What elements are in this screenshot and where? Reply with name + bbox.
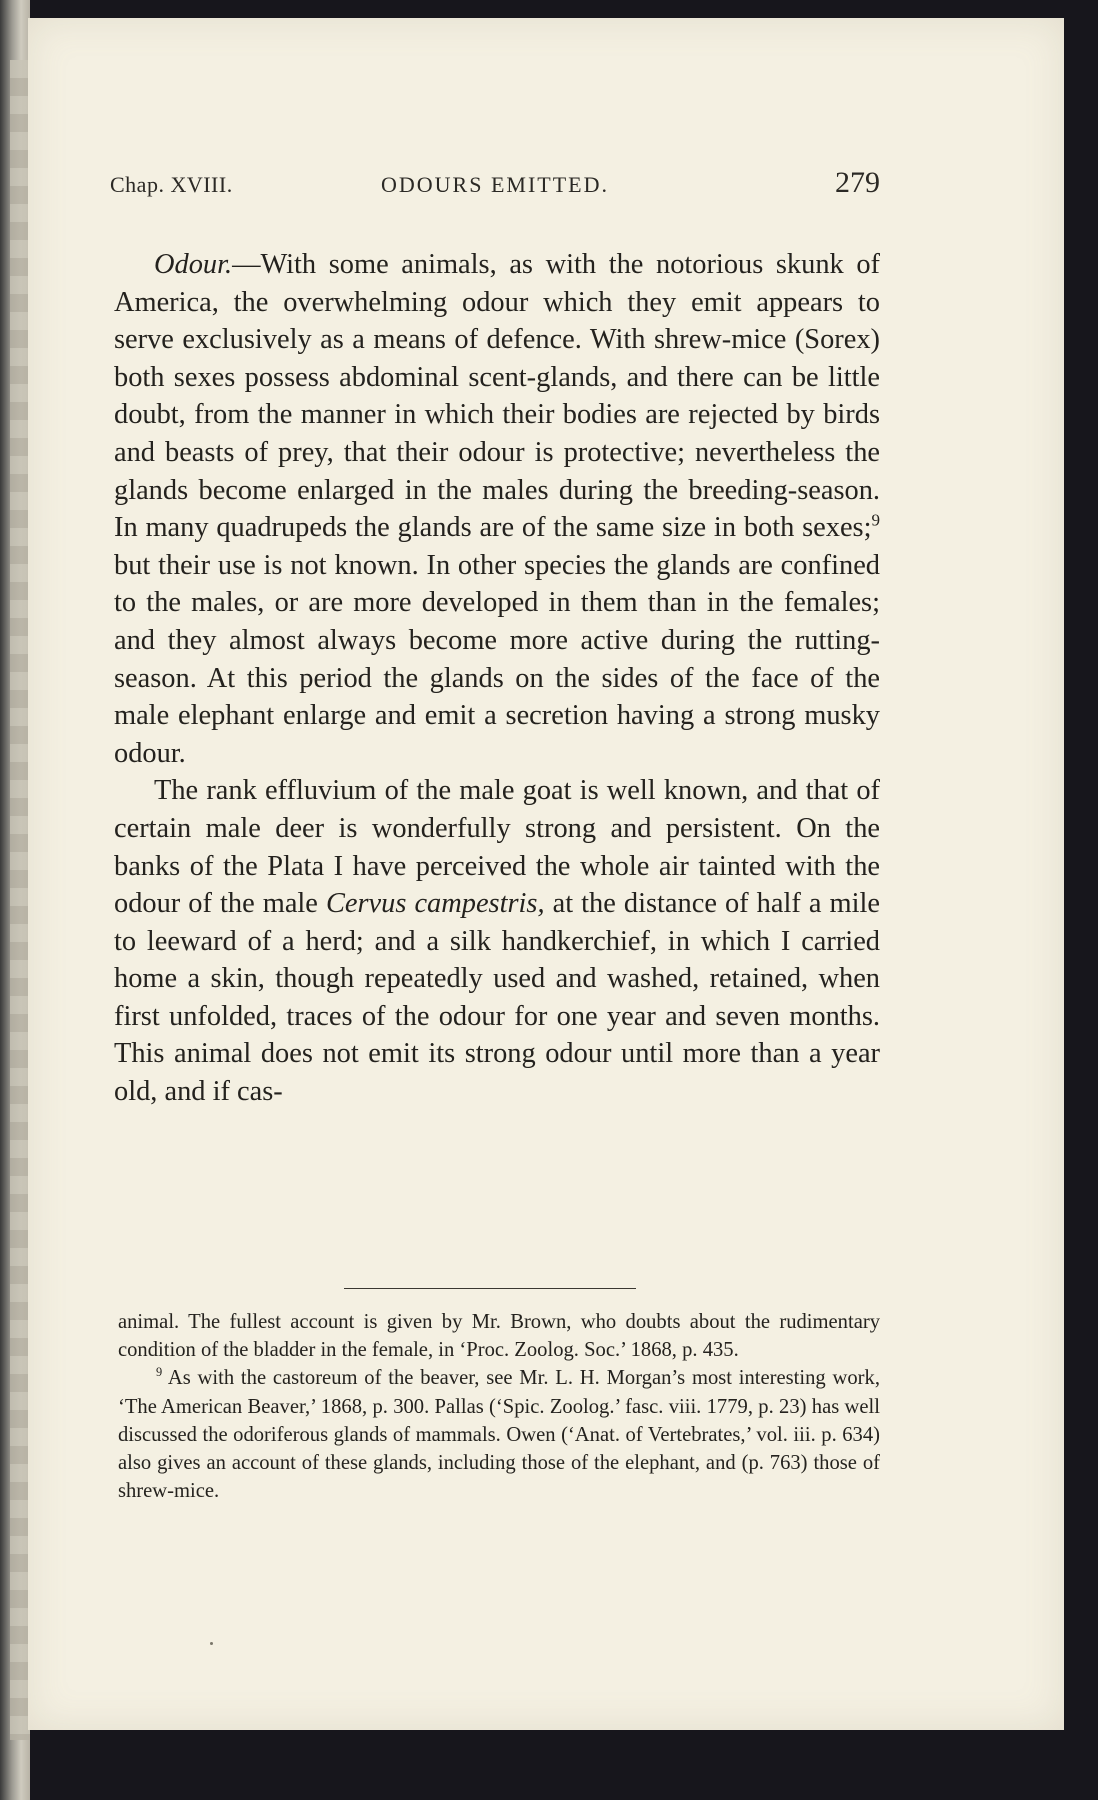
- running-head: [110, 166, 880, 206]
- species-name: Cervus campestris,: [325, 888, 545, 920]
- paragraph-odour-text: —With some animals, as with the notorious skunk of America, the overwhelming odour which they emit appears to serve exclusively as a means of defence. With shrew-mice (Sorex) both sexes possess abdominal scent-glands, and there can be little doubt, from the manner in which their bodies are rejected by birds and beasts of prey, that their odour is protective; nevertheless the glands become enlarged in the males during the breeding-season. In many quadrupeds the glands are of the same size in both sexes;: [114, 249, 880, 544]
- footnote-9-number: 9: [156, 1365, 163, 1380]
- chapter-label: Chap. XVIII.: [110, 172, 233, 197]
- book-page: [28, 18, 1064, 1730]
- paragraph-effluvium: [114, 772, 880, 1110]
- footnote-9: [118, 1364, 880, 1505]
- footnote-divider: [344, 1288, 636, 1289]
- section-heading-odour: Odour.: [154, 249, 233, 280]
- footnote-9-text: As with the castoreum of the beaver, see Mr. L. H. Morgan’s most interesting work, ‘The American Beaver,’ 1868, p. 300. Pallas (‘Spic. Zoolog.’ fasc. viii. 1779, p. 23) has well discussed the odoriferous glands of mammals. Owen (‘Anat. of Vertebrates,’ vol. iii. p. 634) also gives an account of these glands, including those of the elephant, and (p. 763) those of shrew-mice.: [118, 1367, 880, 1503]
- body-text: [114, 246, 880, 1111]
- paragraph-effluvium-text-a: The rank effluvium of the male goat is well known, and that of certain male deer is wonderfully strong and persistent. On the banks of the Plata I have perceived the whole air tainted with the odour of the male: [114, 775, 880, 920]
- running-title: ODOURS EMITTED.: [381, 172, 609, 197]
- page-number: 279: [835, 166, 880, 199]
- previous-page-edge: [10, 60, 30, 1740]
- paragraph-effluvium-text-b: at the distance of half a mile to leeward of a herd; and a silk handkerchief, in which I carried home a skin, though repeatedly used and washed, retained, when first unfolded, traces of the odour for one year and seven months. This animal does not emit its strong odour until more than a year old, and if cas-: [114, 888, 880, 1108]
- paragraph-odour: [114, 246, 880, 772]
- footnotes: [118, 1308, 880, 1505]
- paragraph-odour-text-cont: but their use is not known. In other species the glands are confined to the males, or are more developed in them than in the females; and they almost always become more active during the rutting-season. At this period the glands on the sides of the face of the male elephant enlarge and emit a secretion having a strong musky odour.: [114, 549, 880, 769]
- paper-speck: [210, 1642, 213, 1645]
- footnote-ref-9[interactable]: 9: [871, 510, 880, 530]
- footnote-continued: animal. The fullest account is given by Mr. Brown, who doubts about the rudimentary condition of the bladder in the female, in ‘Proc. Zoolog. Soc.’ 1868, p. 435.: [118, 1311, 880, 1362]
